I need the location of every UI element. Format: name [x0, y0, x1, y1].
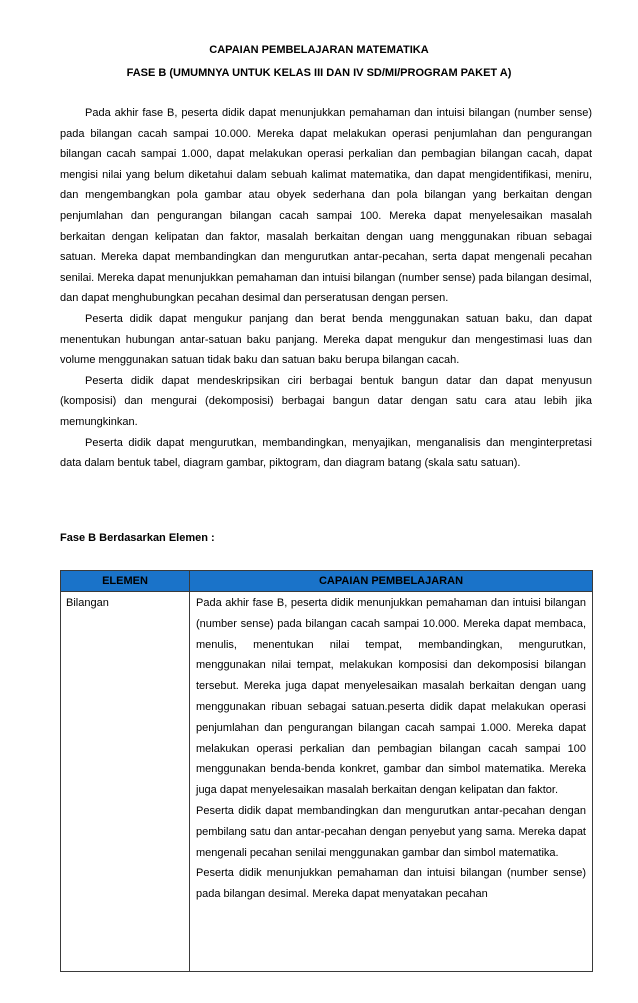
capaian-paragraph: Peserta didik menunjukkan pemahaman dan intuisi bilangan (number sense) pada bilangan desimal. Mereka dapat menyatakan pecahan — [196, 867, 586, 901]
capaian-text — [190, 592, 592, 971]
section-heading: Fase B Berdasarkan Elemen : — [60, 532, 215, 544]
header-capaian: CAPAIAN PEMBELAJARAN — [190, 571, 593, 592]
capaian-cell — [190, 592, 593, 972]
paragraph: Peserta didik dapat mengurutkan, membandingkan, menyajikan, menganalisis dan menginterpretasi data dalam bentuk tabel, diagram gambar, piktogram, dan diagram batang (skala satu satuan). — [60, 436, 592, 470]
paragraph: Pada akhir fase B, peserta didik dapat menunjukkan pemahaman dan intuisi bilangan (number sense) pada bilangan cacah sampai 10.000. Mereka dapat melakukan operasi penjumlahan dan pengurangan bilangan cacah sampai 1.000, dapat melakukan operasi perkalian dan pembagian bilangan cacah, dapat mengisi nilai yang belum diketahui dalam sebuah kalimat matematika, dan dapat mengidentifikasi, meniru, dan mengembangkan pola gambar atau obyek sederhana dan pola bilangan yang berkaitan dengan penjumlahan dan pengurangan bilangan cacah sampai 100. Mereka dapat menyelesaikan masalah berkaitan dengan kelipatan dan faktor, masalah berkaitan dengan uang menggunakan ribuan sebagai satuan. Mereka dapat membandingkan dan mengurutkan antar-pecahan, serta dapat mengenali pecahan senilai. Mereka dapat menunjukkan pemahaman dan intuisi bilangan (number sense) pada bilangan desimal, dan dapat menghubungkan pecahan desimal dan perseratusan dengan persen. — [60, 107, 592, 305]
table-row — [61, 592, 593, 972]
capaian-paragraph: Pada akhir fase B, peserta didik menunjukkan pemahaman dan intuisi bilangan (number sense) pada bilangan cacah sampai 10.000. Mereka dapat membaca, menulis, menentukan nilai tempat, membandingkan, mengurutkan, menggunakan nilai tempat, melakukan komposisi dan dekomposisi bilangan tersebut. Mereka juga dapat menyelesaikan masalah berkaitan dengan uang menggunakan ribuan sebagai satuan.peserta didik dapat melakukan operasi penjumlahan dan pengurangan bilangan cacah sampai 1.000. Mereka dapat melakukan operasi perkalian dan pembagian bilangan cacah sampai 100 menggunakan benda-benda konkret, gambar dan simbol matematika. Mereka juga dapat menyelesaikan masalah berkaitan dengan kelipatan dan faktor. — [196, 597, 586, 797]
elemen-table — [60, 570, 593, 972]
elemen-name: Bilangan — [66, 597, 109, 609]
paragraph: Peserta didik dapat mengukur panjang dan berat benda menggunakan satuan baku, dan dapat menentukan hubungan antar-satuan baku panjang. Mereka dapat mengukur dan mengestimasi luas dan volume menggunakan satuan tidak baku dan satuan baku berupa bilangan cacah. — [60, 312, 592, 367]
capaian-paragraph: Peserta didik dapat membandingkan dan mengurutkan antar-pecahan dengan pembilang satu dan antar-pecahan dengan penyebut yang sama. Mereka dapat mengenali pecahan senilai menggunakan gambar dan simbol matematika. — [196, 804, 586, 859]
elemen-cell — [61, 592, 190, 972]
table-header-row — [61, 571, 593, 592]
document-subtitle: FASE B (UMUMNYA UNTUK KELAS III DAN IV SD/MI/PROGRAM PAKET A) — [126, 67, 512, 79]
document-title: CAPAIAN PEMBELAJARAN MATEMATIKA — [209, 44, 429, 56]
header-elemen: ELEMEN — [61, 571, 190, 592]
intro-text — [60, 103, 592, 474]
paragraph: Peserta didik dapat mendeskripsikan ciri berbagai bentuk bangun datar dan dapat menyusun (komposisi) dan mengurai (dekomposisi) berbagai bangun datar dengan satu cara atau lebih jika memungkinkan. — [60, 374, 592, 428]
